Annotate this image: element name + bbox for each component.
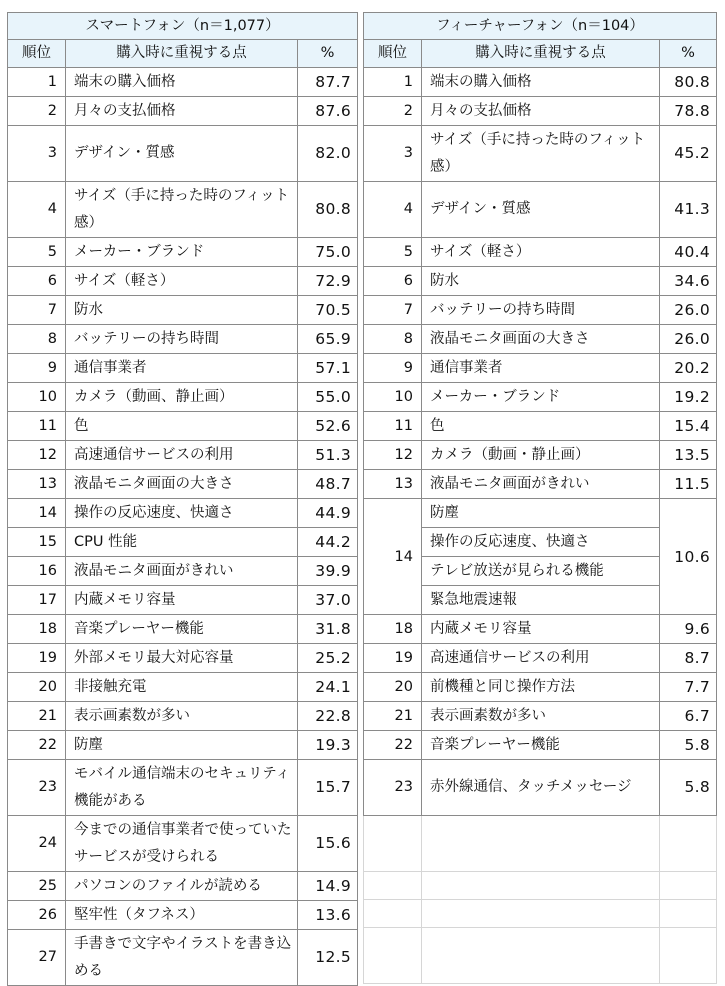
item-header: 購入時に重視する点 bbox=[422, 40, 660, 68]
pct-cell: 45.2 bbox=[660, 126, 717, 182]
rank-cell: 12 bbox=[8, 441, 66, 470]
item-cell: モバイル通信端末のセキュリティ機能がある bbox=[66, 760, 298, 816]
table-row bbox=[8, 412, 358, 441]
pct-cell: 87.7 bbox=[298, 68, 358, 97]
pct-cell: 72.9 bbox=[298, 267, 358, 296]
pct-cell: 26.0 bbox=[660, 325, 717, 354]
empty-row bbox=[364, 872, 717, 900]
table-row bbox=[364, 126, 717, 182]
item-cell: 防塵 bbox=[66, 731, 298, 760]
table-row bbox=[8, 760, 358, 816]
item-cell: 前機種と同じ操作方法 bbox=[422, 673, 660, 702]
smartphone-table bbox=[7, 12, 358, 986]
pct-cell: 87.6 bbox=[298, 97, 358, 126]
table-row bbox=[364, 296, 717, 325]
table-row bbox=[8, 325, 358, 354]
pct-cell: 41.3 bbox=[660, 182, 717, 238]
rank-cell: 3 bbox=[8, 126, 66, 182]
item-cell: 液晶モニタ画面の大きさ bbox=[422, 325, 660, 354]
empty-row bbox=[364, 900, 717, 928]
rank-cell: 4 bbox=[364, 182, 422, 238]
table-row bbox=[8, 816, 358, 872]
rank-cell: 16 bbox=[8, 557, 66, 586]
pct-cell: 26.0 bbox=[660, 296, 717, 325]
pct-cell: 70.5 bbox=[298, 296, 358, 325]
table-row bbox=[8, 126, 358, 182]
item-cell: テレビ放送が見られる機能 bbox=[422, 557, 660, 586]
table-row bbox=[364, 354, 717, 383]
item-cell: 液晶モニタ画面がきれい bbox=[422, 470, 660, 499]
pct-cell: 13.6 bbox=[298, 901, 358, 930]
table-row bbox=[364, 673, 717, 702]
item-cell: 月々の支払価格 bbox=[422, 97, 660, 126]
item-cell: 音楽プレーヤー機能 bbox=[422, 731, 660, 760]
pct-cell: 78.8 bbox=[660, 97, 717, 126]
pct-cell: 34.6 bbox=[660, 267, 717, 296]
item-cell: 今までの通信事業者で使っていたサービスが受けられる bbox=[66, 816, 298, 872]
empty-cell bbox=[364, 816, 422, 872]
rank-cell: 1 bbox=[8, 68, 66, 97]
item-cell: カメラ（動画・静止画） bbox=[422, 441, 660, 470]
rank-cell: 1 bbox=[364, 68, 422, 97]
pct-cell: 55.0 bbox=[298, 383, 358, 412]
item-cell: 堅牢性（タフネス） bbox=[66, 901, 298, 930]
pct-cell: 19.2 bbox=[660, 383, 717, 412]
item-cell: 通信事業者 bbox=[422, 354, 660, 383]
rank-cell: 20 bbox=[8, 673, 66, 702]
item-cell: メーカー・ブランド bbox=[66, 238, 298, 267]
item-cell: サイズ（軽さ） bbox=[422, 238, 660, 267]
table-row bbox=[8, 930, 358, 986]
rank-cell: 18 bbox=[8, 615, 66, 644]
item-cell: 色 bbox=[422, 412, 660, 441]
table-row bbox=[8, 673, 358, 702]
item-cell: 液晶モニタ画面がきれい bbox=[66, 557, 298, 586]
pct-cell: 24.1 bbox=[298, 673, 358, 702]
item-cell: デザイン・質感 bbox=[422, 182, 660, 238]
table-row bbox=[8, 354, 358, 383]
pct-cell: 6.7 bbox=[660, 702, 717, 731]
item-cell: サイズ（手に持った時のフィット感） bbox=[66, 182, 298, 238]
rank-cell: 4 bbox=[8, 182, 66, 238]
item-cell: 月々の支払価格 bbox=[66, 97, 298, 126]
item-cell: 非接触充電 bbox=[66, 673, 298, 702]
featurephone-table-title: フィーチャーフォン（n＝104） bbox=[364, 13, 717, 40]
table-row bbox=[8, 872, 358, 901]
pct-cell: 11.5 bbox=[660, 470, 717, 499]
pct-cell: 44.2 bbox=[298, 528, 358, 557]
item-cell: 音楽プレーヤー機能 bbox=[66, 615, 298, 644]
item-cell: サイズ（手に持った時のフィット感） bbox=[422, 126, 660, 182]
item-cell: 色 bbox=[66, 412, 298, 441]
empty-cell bbox=[364, 872, 422, 900]
table-row bbox=[8, 901, 358, 930]
item-cell: CPU 性能 bbox=[66, 528, 298, 557]
table-row bbox=[8, 97, 358, 126]
table-row bbox=[364, 441, 717, 470]
table-row bbox=[364, 731, 717, 760]
rank-cell: 21 bbox=[364, 702, 422, 731]
item-cell: 端末の購入価格 bbox=[422, 68, 660, 97]
smartphone-table-title: スマートフォン（n＝1,077） bbox=[8, 13, 358, 40]
item-cell: サイズ（軽さ） bbox=[66, 267, 298, 296]
item-cell: 外部メモリ最大対応容量 bbox=[66, 644, 298, 673]
rank-cell: 11 bbox=[8, 412, 66, 441]
pct-header: % bbox=[298, 40, 358, 68]
item-cell: カメラ（動画、静止画） bbox=[66, 383, 298, 412]
rank-cell: 22 bbox=[8, 731, 66, 760]
pct-cell: 19.3 bbox=[298, 731, 358, 760]
table-row bbox=[8, 296, 358, 325]
rank-cell: 27 bbox=[8, 930, 66, 986]
rank-cell: 9 bbox=[8, 354, 66, 383]
item-cell: 内蔵メモリ容量 bbox=[422, 615, 660, 644]
rank-cell: 20 bbox=[364, 673, 422, 702]
table-row bbox=[364, 97, 717, 126]
table-row bbox=[8, 702, 358, 731]
table-row bbox=[364, 267, 717, 296]
rank-cell: 12 bbox=[364, 441, 422, 470]
pct-cell: 82.0 bbox=[298, 126, 358, 182]
item-cell: 高速通信サービスの利用 bbox=[66, 441, 298, 470]
pct-cell: 44.9 bbox=[298, 499, 358, 528]
rank-cell: 6 bbox=[8, 267, 66, 296]
rank-cell: 11 bbox=[364, 412, 422, 441]
item-cell: 端末の購入価格 bbox=[66, 68, 298, 97]
pct-cell: 40.4 bbox=[660, 238, 717, 267]
item-cell: デザイン・質感 bbox=[66, 126, 298, 182]
pct-cell: 65.9 bbox=[298, 325, 358, 354]
rank-cell: 6 bbox=[364, 267, 422, 296]
table-row bbox=[8, 731, 358, 760]
rank-cell: 10 bbox=[8, 383, 66, 412]
empty-cell bbox=[660, 872, 717, 900]
empty-cell bbox=[364, 928, 422, 984]
pct-cell: 10.6 bbox=[660, 499, 717, 615]
rank-cell: 2 bbox=[364, 97, 422, 126]
item-header: 購入時に重視する点 bbox=[66, 40, 298, 68]
rank-cell: 14 bbox=[8, 499, 66, 528]
pct-cell: 8.7 bbox=[660, 644, 717, 673]
table-row bbox=[364, 615, 717, 644]
pct-cell: 9.6 bbox=[660, 615, 717, 644]
table-row bbox=[8, 238, 358, 267]
table-row bbox=[8, 441, 358, 470]
pct-cell: 15.7 bbox=[298, 760, 358, 816]
empty-cell bbox=[422, 872, 660, 900]
empty-cell bbox=[364, 900, 422, 928]
rank-cell: 26 bbox=[8, 901, 66, 930]
empty-cell bbox=[422, 928, 660, 984]
rank-cell: 21 bbox=[8, 702, 66, 731]
table-row bbox=[364, 182, 717, 238]
pct-cell: 13.5 bbox=[660, 441, 717, 470]
item-cell: 赤外線通信、タッチメッセージ bbox=[422, 760, 660, 816]
featurephone-table bbox=[363, 12, 717, 984]
rank-cell: 9 bbox=[364, 354, 422, 383]
rank-cell: 8 bbox=[364, 325, 422, 354]
item-cell: 通信事業者 bbox=[66, 354, 298, 383]
rank-cell: 7 bbox=[364, 296, 422, 325]
table-row bbox=[364, 644, 717, 673]
table-row bbox=[364, 325, 717, 354]
pct-cell: 48.7 bbox=[298, 470, 358, 499]
pct-cell: 57.1 bbox=[298, 354, 358, 383]
table-row bbox=[8, 615, 358, 644]
table-row bbox=[364, 412, 717, 441]
pct-cell: 15.6 bbox=[298, 816, 358, 872]
pct-cell: 52.6 bbox=[298, 412, 358, 441]
item-cell: 防水 bbox=[66, 296, 298, 325]
rank-cell: 15 bbox=[8, 528, 66, 557]
item-cell: 緊急地震速報 bbox=[422, 586, 660, 615]
rank-cell: 7 bbox=[8, 296, 66, 325]
rank-cell: 13 bbox=[8, 470, 66, 499]
rank-cell: 2 bbox=[8, 97, 66, 126]
rank-header: 順位 bbox=[8, 40, 66, 68]
pct-cell: 25.2 bbox=[298, 644, 358, 673]
rank-cell: 23 bbox=[8, 760, 66, 816]
empty-cell bbox=[422, 900, 660, 928]
table-row bbox=[364, 702, 717, 731]
empty-cell bbox=[660, 900, 717, 928]
item-cell: 防塵 bbox=[422, 499, 660, 528]
pct-cell: 22.8 bbox=[298, 702, 358, 731]
item-cell: 高速通信サービスの利用 bbox=[422, 644, 660, 673]
pct-cell: 80.8 bbox=[660, 68, 717, 97]
table-row bbox=[8, 68, 358, 97]
table-row bbox=[364, 383, 717, 412]
item-cell: 表示画素数が多い bbox=[422, 702, 660, 731]
table-row bbox=[8, 557, 358, 586]
rank-cell: 14 bbox=[364, 499, 422, 615]
table-row bbox=[364, 238, 717, 267]
rank-cell: 17 bbox=[8, 586, 66, 615]
table-row bbox=[8, 644, 358, 673]
rank-cell: 13 bbox=[364, 470, 422, 499]
item-cell: 防水 bbox=[422, 267, 660, 296]
pct-cell: 75.0 bbox=[298, 238, 358, 267]
rank-cell: 24 bbox=[8, 816, 66, 872]
item-cell: パソコンのファイルが読める bbox=[66, 872, 298, 901]
empty-cell bbox=[660, 816, 717, 872]
empty-row bbox=[364, 928, 717, 984]
pct-cell: 37.0 bbox=[298, 586, 358, 615]
rank-cell: 3 bbox=[364, 126, 422, 182]
rank-cell: 5 bbox=[364, 238, 422, 267]
item-cell: 操作の反応速度、快適さ bbox=[66, 499, 298, 528]
pct-cell: 39.9 bbox=[298, 557, 358, 586]
pct-cell: 51.3 bbox=[298, 441, 358, 470]
rank-cell: 25 bbox=[8, 872, 66, 901]
item-cell: 液晶モニタ画面の大きさ bbox=[66, 470, 298, 499]
item-cell: 内蔵メモリ容量 bbox=[66, 586, 298, 615]
rank-cell: 19 bbox=[8, 644, 66, 673]
pct-cell: 12.5 bbox=[298, 930, 358, 986]
table-row bbox=[8, 267, 358, 296]
table-row bbox=[364, 68, 717, 97]
item-cell: 手書きで文字やイラストを書き込める bbox=[66, 930, 298, 986]
pct-cell: 31.8 bbox=[298, 615, 358, 644]
item-cell: バッテリーの持ち時間 bbox=[422, 296, 660, 325]
table-row bbox=[8, 182, 358, 238]
rank-cell: 18 bbox=[364, 615, 422, 644]
item-cell: 操作の反応速度、快適さ bbox=[422, 528, 660, 557]
rank-cell: 8 bbox=[8, 325, 66, 354]
rank-cell: 19 bbox=[364, 644, 422, 673]
pct-cell: 15.4 bbox=[660, 412, 717, 441]
pct-cell: 7.7 bbox=[660, 673, 717, 702]
rank-cell: 5 bbox=[8, 238, 66, 267]
pct-cell: 14.9 bbox=[298, 872, 358, 901]
rank-header: 順位 bbox=[364, 40, 422, 68]
pct-cell: 20.2 bbox=[660, 354, 717, 383]
table-row bbox=[8, 528, 358, 557]
pct-cell: 80.8 bbox=[298, 182, 358, 238]
table-row bbox=[8, 470, 358, 499]
pct-header: % bbox=[660, 40, 717, 68]
table-row bbox=[364, 499, 717, 528]
empty-cell bbox=[422, 816, 660, 872]
rank-cell: 10 bbox=[364, 383, 422, 412]
table-row bbox=[364, 760, 717, 816]
empty-cell bbox=[660, 928, 717, 984]
item-cell: メーカー・ブランド bbox=[422, 383, 660, 412]
table-row bbox=[8, 586, 358, 615]
pct-cell: 5.8 bbox=[660, 760, 717, 816]
table-row bbox=[8, 499, 358, 528]
pct-cell: 5.8 bbox=[660, 731, 717, 760]
table-row bbox=[8, 383, 358, 412]
item-cell: 表示画素数が多い bbox=[66, 702, 298, 731]
empty-row bbox=[364, 816, 717, 872]
table-row bbox=[364, 470, 717, 499]
rank-cell: 22 bbox=[364, 731, 422, 760]
rank-cell: 23 bbox=[364, 760, 422, 816]
item-cell: バッテリーの持ち時間 bbox=[66, 325, 298, 354]
